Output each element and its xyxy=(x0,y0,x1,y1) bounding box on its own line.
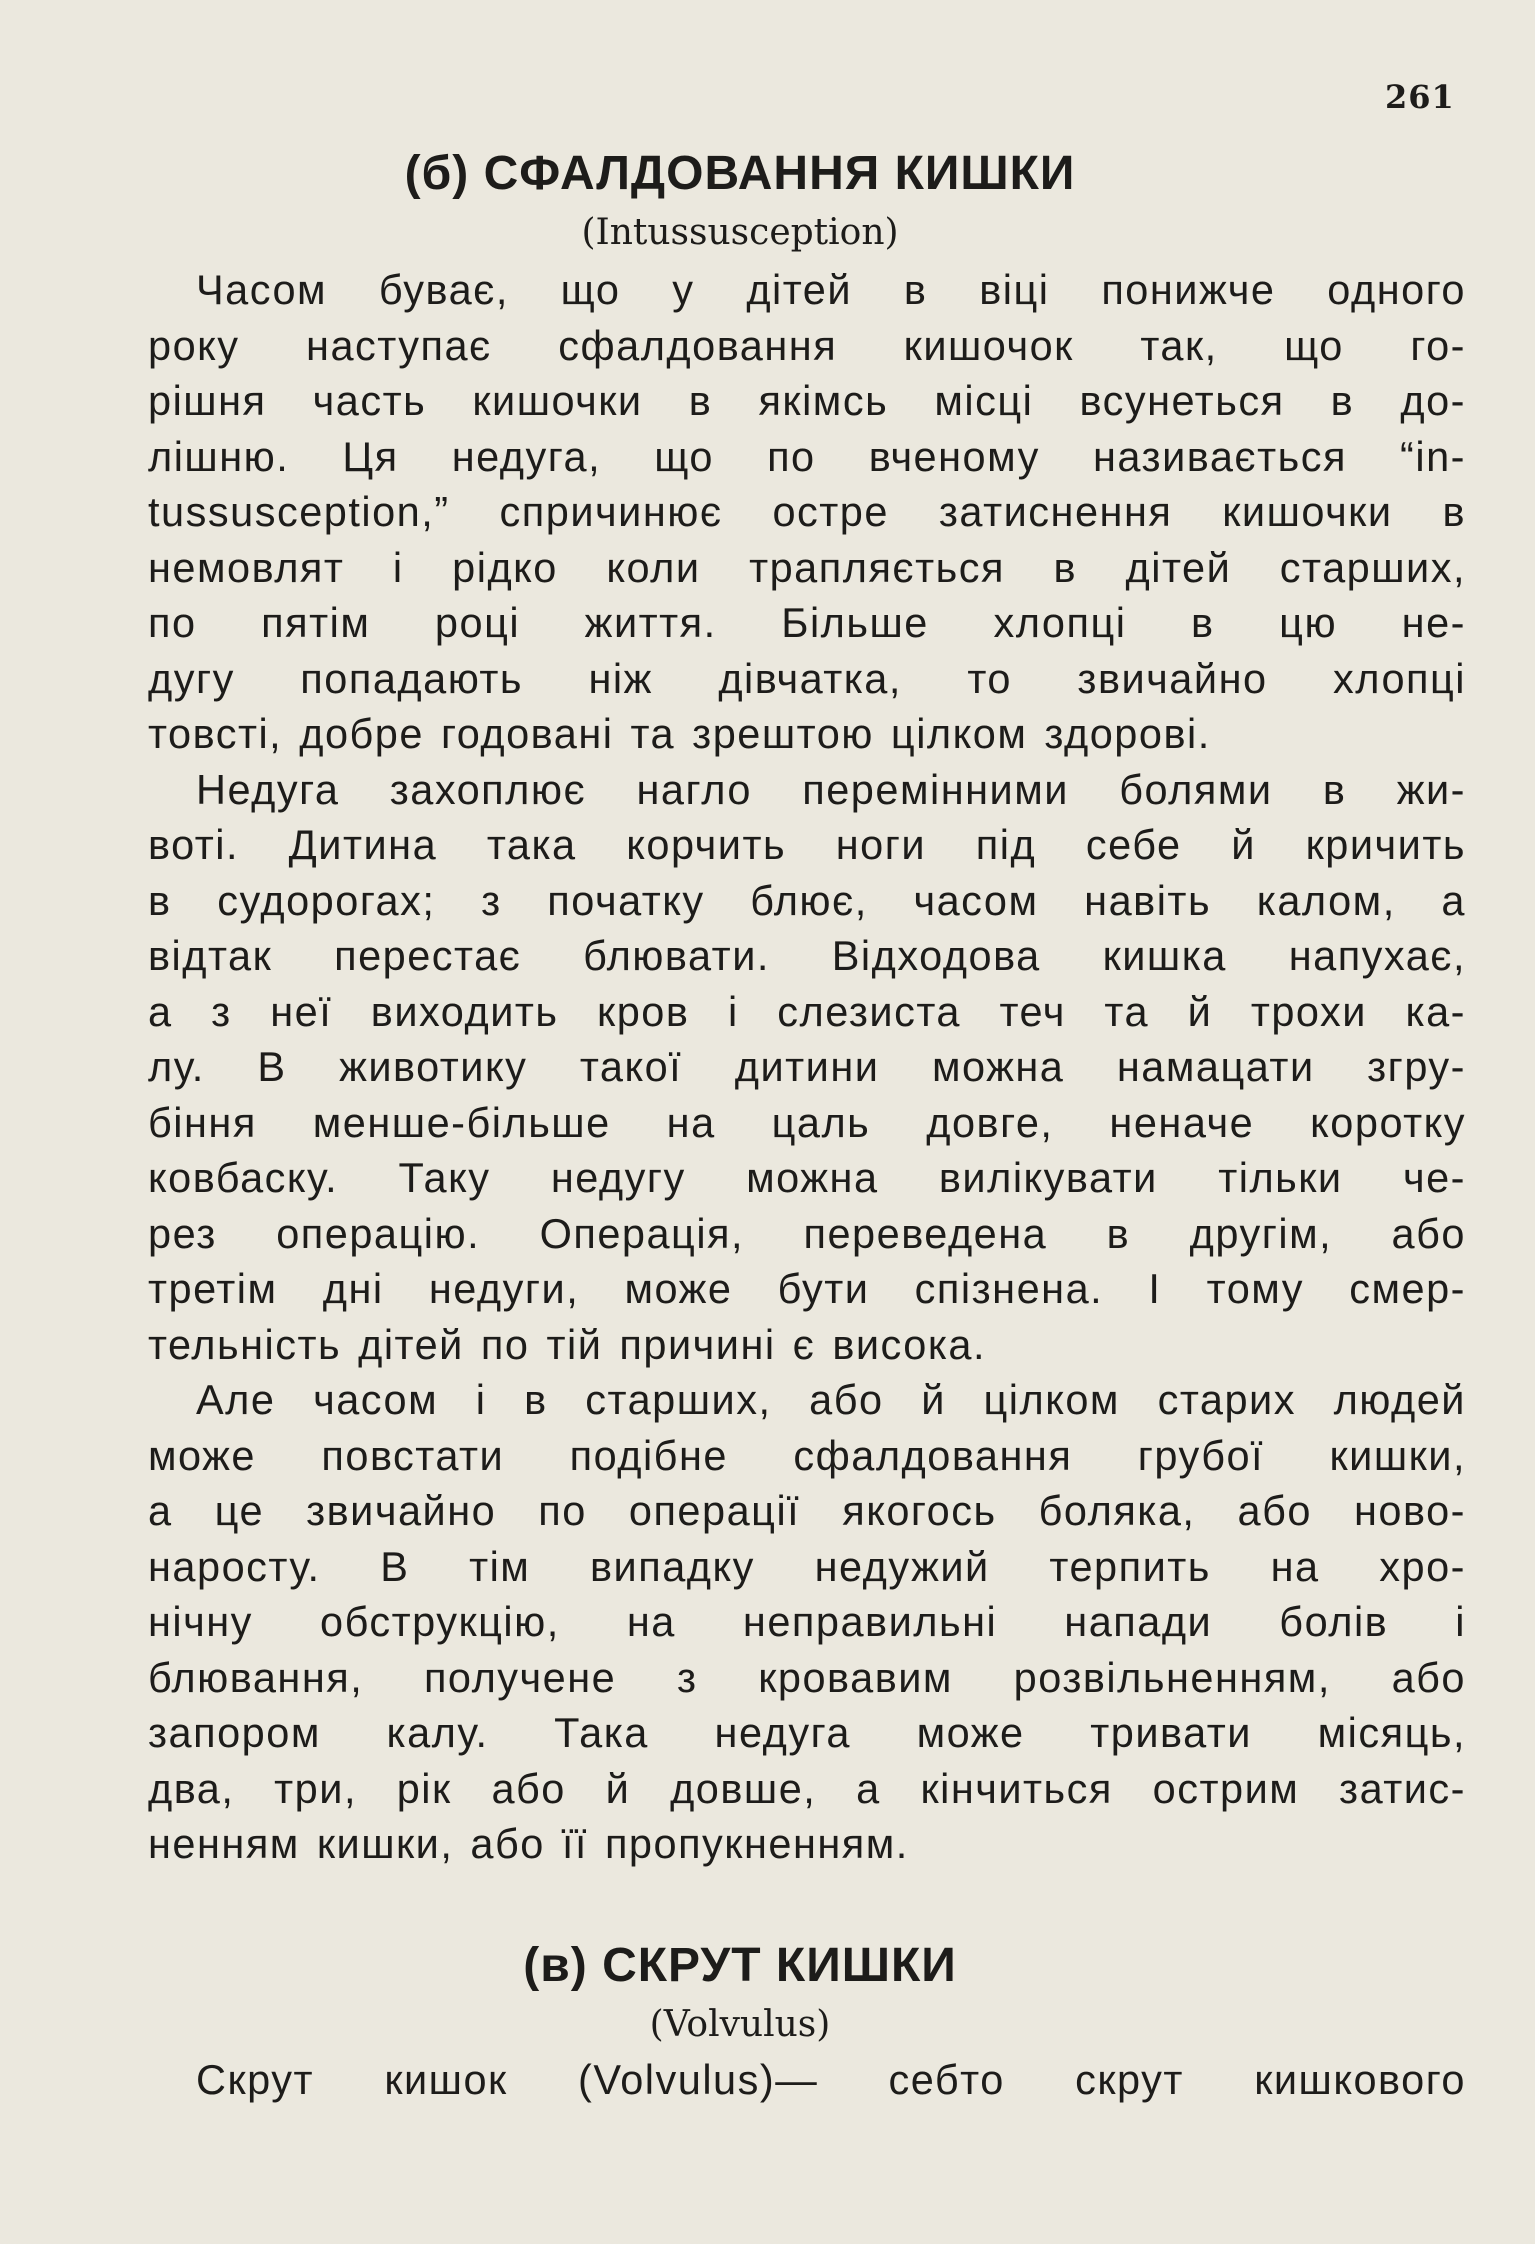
paragraph-4 xyxy=(148,2052,1466,2108)
text-line: по пятім році життя. Більше хлопці в цю не- xyxy=(148,599,1466,646)
section-b-subheading: (Intussusception) xyxy=(581,212,899,253)
text-line: біння менше-більше на цаль довге, неначе коротку xyxy=(148,1098,1466,1146)
text-line: рішня часть кишочки в якімсь місці всунеться в до- xyxy=(148,377,1466,424)
text-line: ковбаску. Таку недугу можна вилікувати тільки че- xyxy=(148,1154,1466,1201)
text-line: ненням кишки, або її пропукненням. xyxy=(148,1820,909,1867)
section-c-body xyxy=(148,2052,1466,2108)
text-line: лу. В животику такої дитини можна намацати згру- xyxy=(148,1043,1466,1090)
text-line: товсті, добре годовані та зрештою цілком здорові. xyxy=(148,710,1211,757)
text-line: воті. Дитина така корчить ноги під себе й кричить xyxy=(148,821,1466,868)
text-line: а з неї виходить кров і слезиста теч та й трохи ка- xyxy=(148,987,1466,1035)
text-line: а це звичайно по операції якогось боляка, або ново- xyxy=(148,1487,1466,1534)
text-line: відтак перестає блювати. Відходова кишка напухає, xyxy=(148,932,1466,979)
text-line: запором калу. Така недуга може тривати місяць, xyxy=(148,1709,1466,1756)
text-line: блювання, получене з кровавим розвільненням, або xyxy=(148,1653,1466,1701)
text-line: року наступає сфалдовання кишочок так, що го- xyxy=(148,321,1466,369)
text-line: наросту. В тім випадку недужий терпить на хро- xyxy=(148,1542,1466,1590)
section-b-heading: (б) СФАЛДОВАННЯ КИШКИ xyxy=(404,147,1076,200)
text-line: може повстати подібне сфалдовання грубої кишки, xyxy=(148,1431,1466,1479)
text-line: Недуга захоплює нагло перемінними болями в жи- xyxy=(196,765,1466,813)
text-line: третім дні недуги, може бути спізнена. І тому смер- xyxy=(148,1265,1466,1312)
text-line: два, три, рік або й довше, а кінчиться острим затис- xyxy=(148,1764,1466,1812)
section-c-subheading: (Volvulus) xyxy=(649,2004,831,2045)
text-line: рез операцію. Операція, переведена в другім, або xyxy=(148,1209,1466,1257)
text-line: нічну обструкцію, на неправильні напади болів і xyxy=(148,1598,1466,1645)
text-line: Часом буває, що у дітей в віці понижче одного xyxy=(196,266,1466,313)
text-line: лішню. Ця недуга, що по вченому називається “in- xyxy=(148,432,1466,480)
text-line: tussusception,” спричинює остре затиснення кишочки в xyxy=(148,488,1466,535)
paragraph-1 xyxy=(148,262,1466,762)
text-line: Скрут кишок (Volvulus)— себто скрут кишкового xyxy=(196,2056,1466,2103)
text-line: Але часом і в старших, або й цілком старих людей xyxy=(196,1376,1466,1423)
page-number: 261 xyxy=(1385,78,1455,116)
paragraph-3 xyxy=(148,1372,1466,1872)
text-line: немовлят і рідко коли трапляється в дітей старших, xyxy=(148,543,1466,591)
text-line: в судорогах; з початку блює, часом навіть калом, а xyxy=(148,876,1466,924)
section-b-body xyxy=(148,262,1466,1872)
text-line: дугу попадають ніж дівчатка, то звичайно хлопці xyxy=(148,654,1466,702)
section-c-heading: (в) СКРУТ КИШКИ xyxy=(523,1939,957,1992)
paragraph-2 xyxy=(148,762,1466,1373)
text-line: тельність дітей по тій причині є висока. xyxy=(148,1320,987,1368)
